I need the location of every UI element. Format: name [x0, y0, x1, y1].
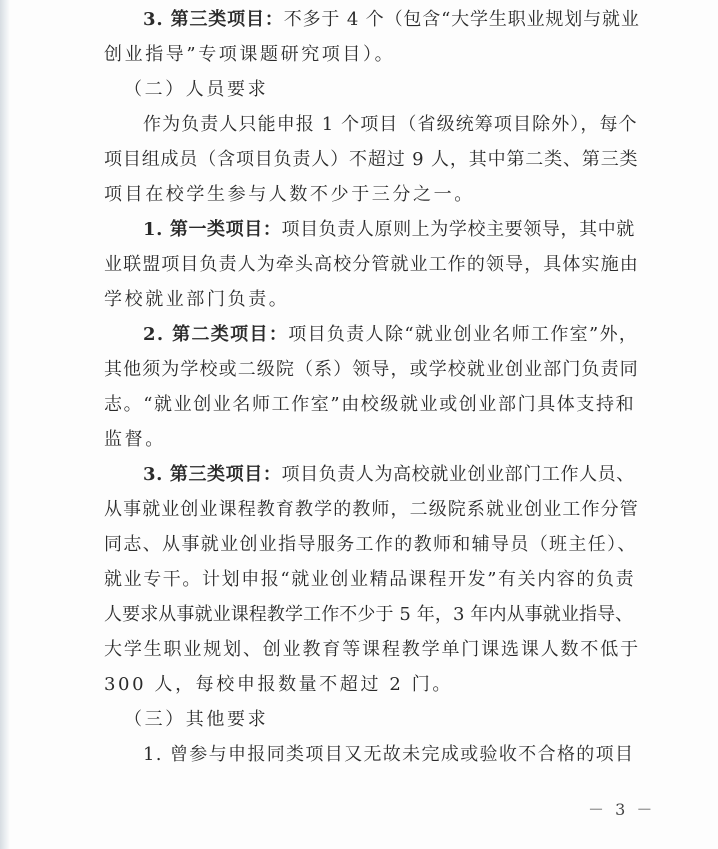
paragraph-line: 1. 曾参与申报同类项目又无故未完成或验收不合格的项目: [143, 744, 635, 765]
paragraph-line: 就业专干。计划申报“就业创业精品课程开发”有关内容的负责: [104, 569, 636, 590]
item-heading: 1. 第一类项目：: [143, 219, 282, 240]
paragraph-line: [143, 9, 640, 31]
page-left-edge: [0, 0, 10, 849]
paragraph-line: 项目在校学生参与人数不少于三分之一。: [104, 184, 475, 205]
paragraph-text: 项目负责人原则上为学校主要领导，其中就: [281, 219, 635, 240]
paragraph-line: 监督。: [104, 429, 166, 450]
item-heading: 3. 第三类项目：: [143, 9, 284, 30]
paragraph-text: 不多于 4 个（包含“大学生职业规划与就业: [283, 9, 640, 30]
paragraph-line: 其他须为学校或二级院（系）领导，或学校就业创业部门负责同: [104, 359, 639, 380]
page-number: － 3 －: [588, 800, 656, 819]
paragraph-line: 大学生职业规划、创业教育等课程教学单门课选课人数不低于: [104, 639, 640, 660]
paragraph-text: 项目负责人除“就业创业名师工作室”外，: [288, 324, 639, 345]
paragraph-line: [143, 464, 635, 486]
paragraph-line: 志。“就业创业名师工作室”由校级就业或创业部门具体支持和: [104, 394, 636, 415]
paragraph-line: [143, 219, 635, 241]
paragraph-line: [143, 324, 638, 346]
paragraph-line: 学校就业部门负责。: [104, 289, 290, 310]
paragraph-line: 作为负责人只能申报 1 个项目（省级统筹项目除外），每个: [143, 114, 638, 135]
item-heading: 3. 第三类项目：: [143, 464, 282, 485]
paragraph-line: 创业指导”专项课题研究项目）。: [104, 44, 396, 65]
paragraph-line: 同志、从事就业创业指导服务工作的教师和辅导员（班主任）、: [104, 534, 637, 555]
paragraph-line: 业联盟项目负责人为牵头高校分管就业工作的领导，具体实施由: [104, 254, 639, 275]
paragraph-line: 项目组成员（含项目负责人）不超过 9 人，其中第二类、第三类: [104, 149, 639, 170]
paragraph-line: 人要求从事就业课程教学工作不少于 5 年，3 年内从事就业指导、: [104, 604, 634, 625]
paragraph-text: 项目负责人为高校就业创业部门工作人员、: [281, 464, 635, 485]
paragraph-line: 从事就业创业课程教育教学的教师，二级院系就业创业工作分管: [104, 499, 639, 520]
section-heading: （二）人员要求: [124, 79, 269, 100]
item-heading: 2. 第二类项目：: [143, 324, 289, 345]
section-heading: （三）其他要求: [124, 709, 269, 730]
paragraph-line: 300 人，每校申报数量不超过 2 门。: [104, 674, 453, 695]
